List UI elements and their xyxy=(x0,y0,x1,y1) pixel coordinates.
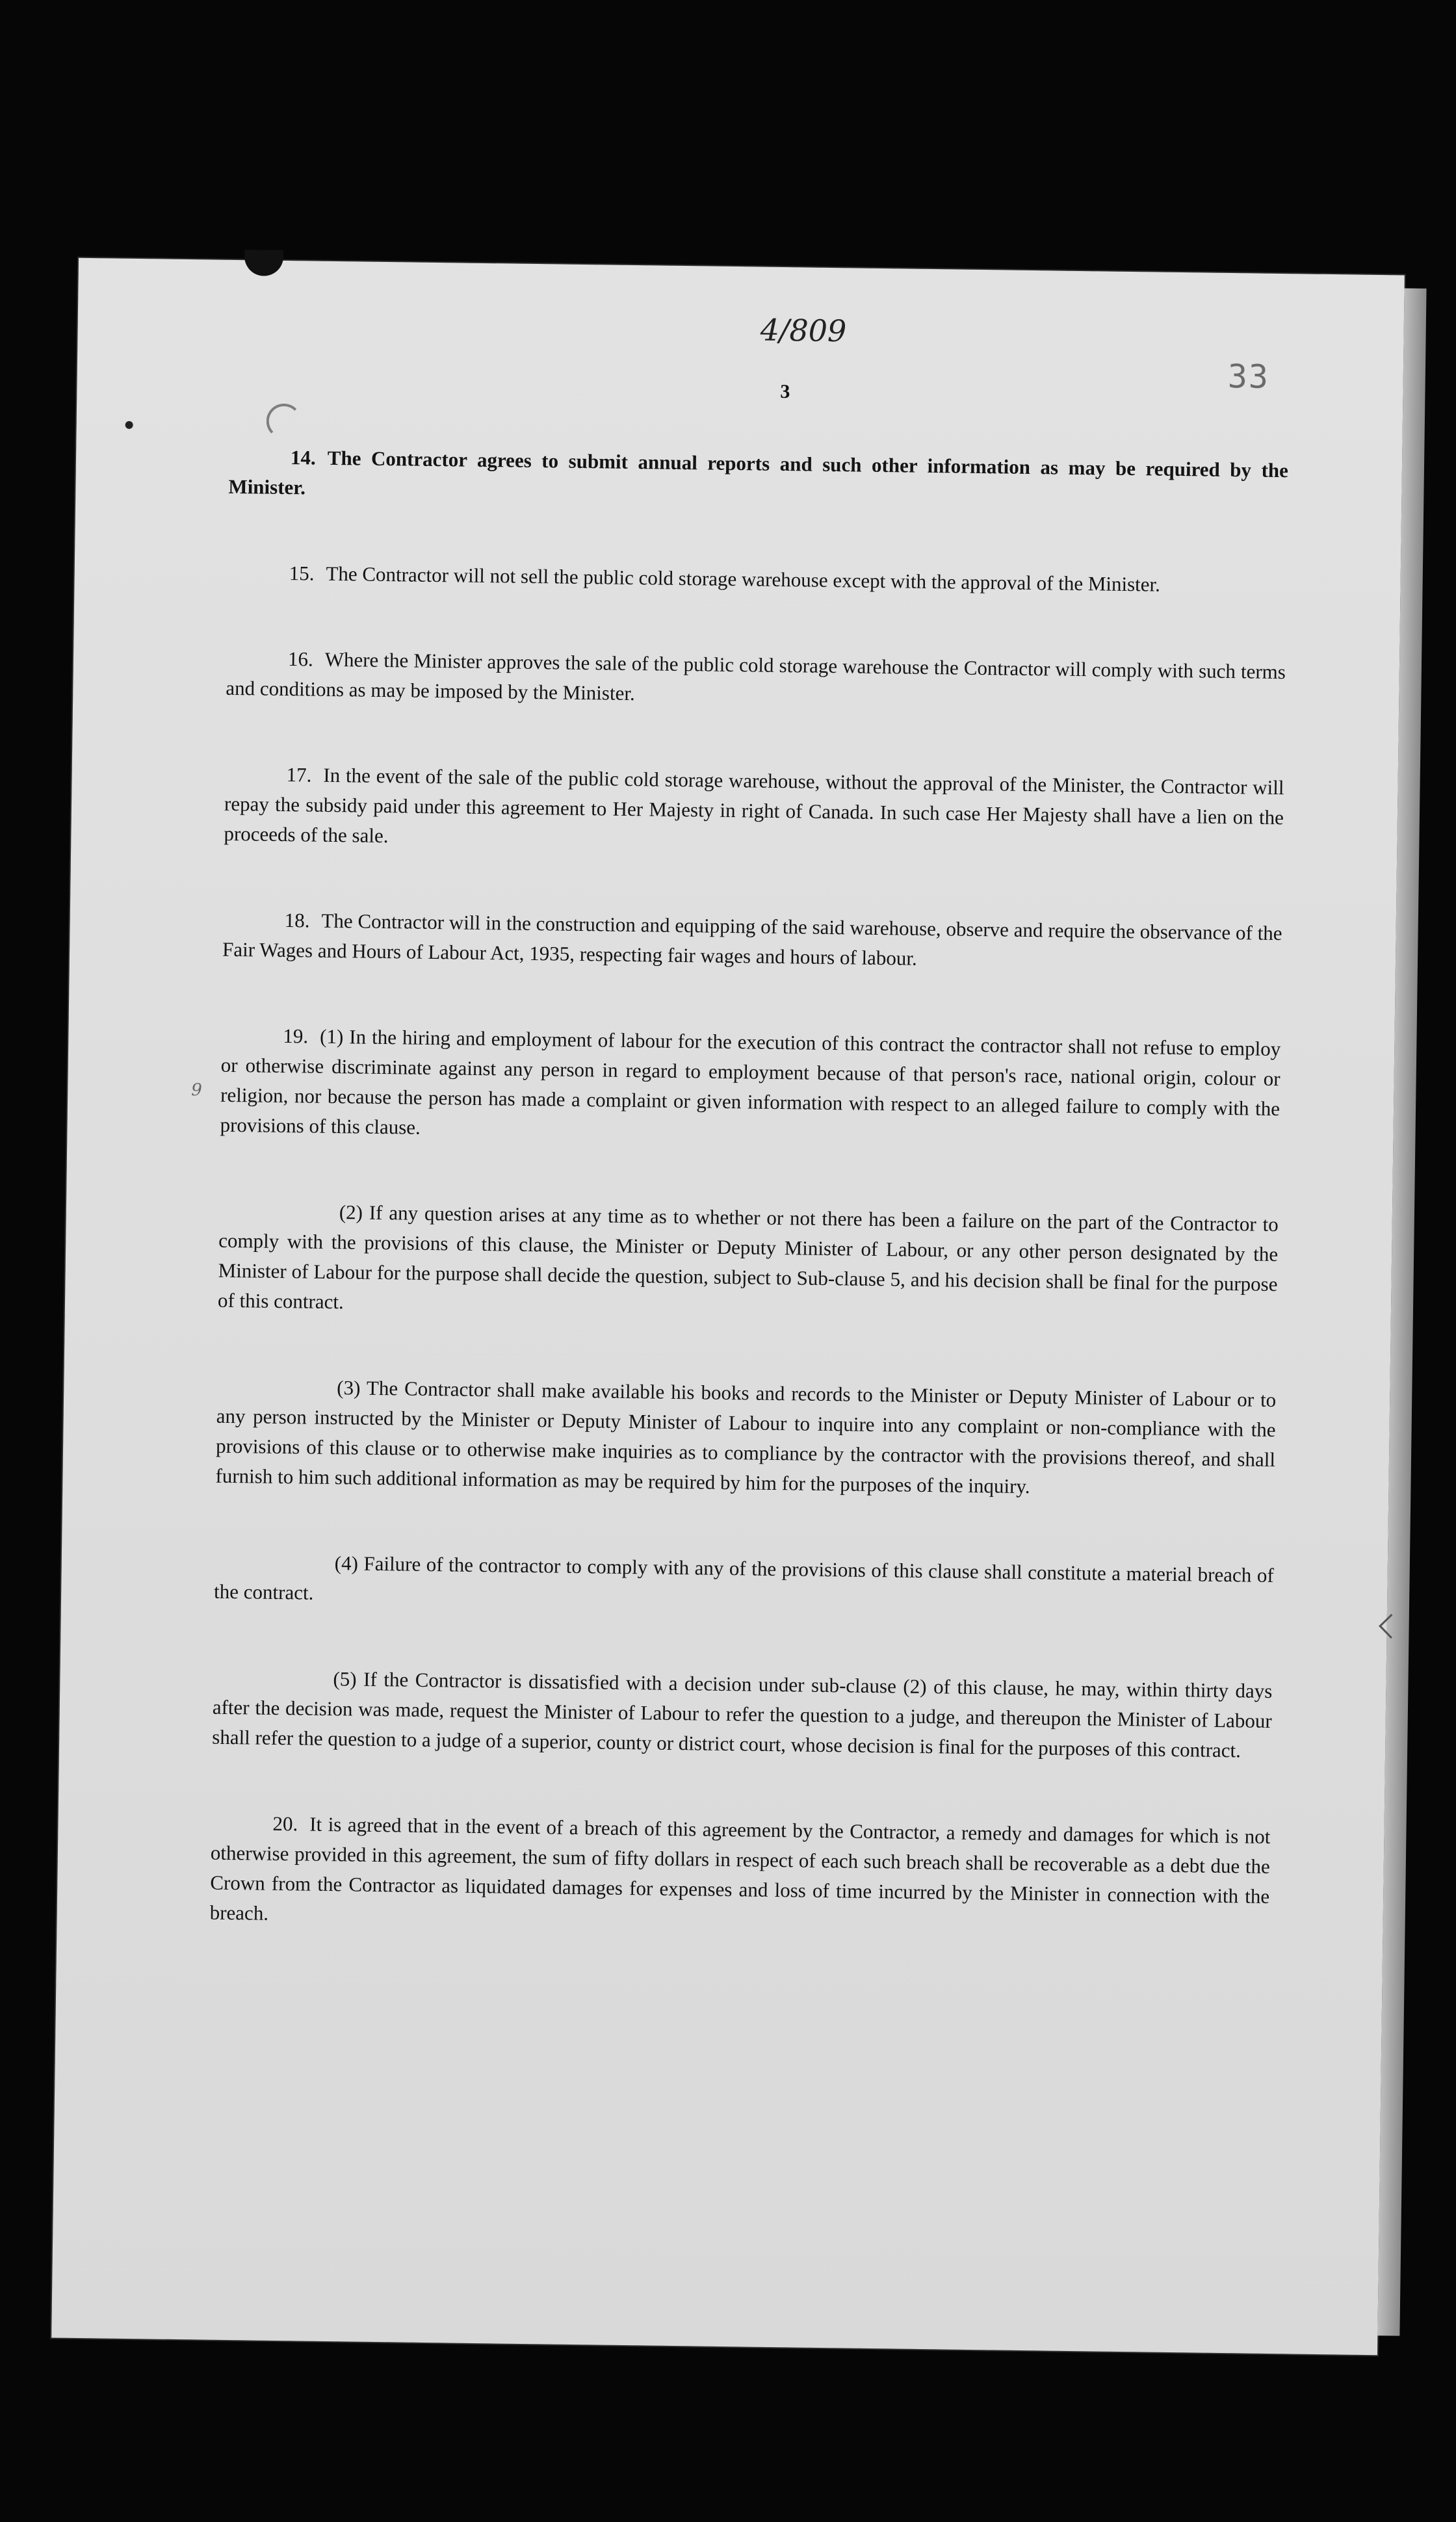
clause-15 xyxy=(227,558,1286,601)
clause-19-2 xyxy=(218,1196,1279,1329)
clause-number: 17. xyxy=(286,763,312,786)
clause-16 xyxy=(226,644,1286,717)
handwritten-reference-number: 4/809 xyxy=(760,312,847,349)
clause-17 xyxy=(224,759,1284,863)
clause-19-5 xyxy=(212,1663,1273,1766)
clause-text: (3) The Contractor shall make available his books and records to the Minister or Deputy Minister of Labour or to any person instructed by the Minister or Deputy Minister of Labour to inquire into any complaint or non-compliance with the provisions of this clause or to otherwise make inquiries as to compliance by the contractor with the provisions thereof, and shall furnish to him such additional information as may be required by him for the purposes of the inquiry. xyxy=(215,1376,1277,1498)
margin-handwritten-note: 9 xyxy=(191,1080,203,1100)
clause-text: Where the Minister approves the sale of the public cold storage warehouse the Contractor will comply with such terms and conditions as may be imposed by the Minister. xyxy=(226,647,1286,705)
agreement-body xyxy=(209,442,1288,1997)
ink-dot-mark xyxy=(125,421,133,429)
clause-19-4 xyxy=(214,1547,1274,1620)
clause-text: It is agreed that in the event of a breach of this agreement by the Contractor, a remedy and damages for which is not otherwise provided in this agreement, the sum of fifty dollars in respect of each such breach shall be recoverable as a debt due the Crown from the Contractor as liquidated damages for expenses and loss of time incurred by the Minister in connection with the breach. xyxy=(209,1812,1271,1925)
clause-text: (1) In the hiring and employment of labour for the execution of this contract the contractor shall not refuse to employ or otherwise discriminate against any person in regard to employment because of that person's race, national origin, colour or religion, nor because the person has made a complaint or given information with respect to an alleged failure to comply with the provisions of this clause. xyxy=(220,1024,1281,1139)
clause-14 xyxy=(228,442,1288,515)
clause-19-1 xyxy=(220,1020,1280,1154)
clause-text: In the event of the sale of the public cold storage warehouse, without the approval of the Minister, the Contractor will repay the subsidy paid under this agreement to Her Majesty in right of Canada. In such case Her Majesty shall have a lien on the proceeds of the sale. xyxy=(224,763,1284,848)
clause-text: The Contractor will in the construction and equipping of the said warehouse, observe and require the observance of the Fair Wages and Hours of Labour Act, 1935, respecting fair wages and hours of labour. xyxy=(222,909,1282,970)
clause-text: (2) If any question arises at any time as to whether or not there has been a failure on the part of the Contractor to comply with the provisions of this clause, the Minister or Deputy Minister of Labour, or any other person designated by the Minister of Labour for the purpose shall decide the question, subject to Sub-clause 5, and his decision shall be final for the purpose of this contract. xyxy=(217,1201,1279,1314)
clause-text: (4) Failure of the contractor to comply with any of the provisions of this clause shall constitute a material breach of the contract. xyxy=(213,1552,1274,1604)
binding-hole-mark xyxy=(244,250,284,276)
page-edge xyxy=(1377,288,1426,2335)
document-page xyxy=(51,258,1405,2355)
clause-18 xyxy=(222,905,1282,978)
clause-number: 20. xyxy=(272,1812,298,1836)
page-number: 3 xyxy=(780,380,790,403)
clause-text: The Contractor agrees to submit annual reports and such other information as may be required by the Minister. xyxy=(228,446,1289,499)
clause-number: 15. xyxy=(289,562,315,585)
clause-19-3 xyxy=(215,1372,1276,1505)
clause-number: 18. xyxy=(284,909,310,932)
stamp-ring-mark xyxy=(266,404,302,439)
clause-20 xyxy=(209,1808,1270,1942)
folio-stamp-number: 33 xyxy=(1227,357,1270,396)
clause-number: 19. xyxy=(283,1024,309,1048)
clause-text: The Contractor will not sell the public cold storage warehouse except with the approval of the Minister. xyxy=(326,562,1161,596)
clause-number: 14. xyxy=(290,446,317,469)
clause-text: (5) If the Contractor is dissatisfied with a decision under sub-clause (2) of this clause, he may, within thirty days after the decision was made, request the Minister of Labour to refer the question to a judge, and thereupon the Minister of Labour shall refer the question to a judge of a superior, county or district court, whose decision is final for the purposes of this contract. xyxy=(212,1667,1273,1762)
clause-number: 16. xyxy=(287,647,313,671)
